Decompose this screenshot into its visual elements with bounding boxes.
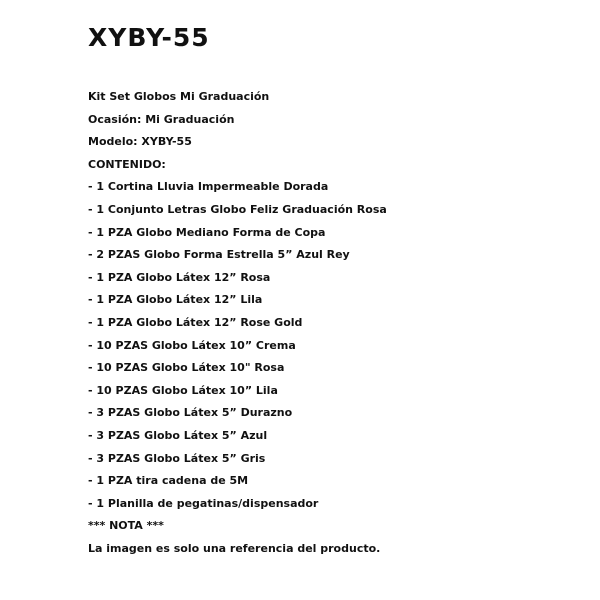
product-title: XYBY-55 — [88, 23, 210, 52]
detail-line: - 1 PZA Globo Mediano Forma de Copa — [88, 225, 326, 239]
detail-line: - 3 PZAS Globo Látex 5” Durazno — [88, 406, 293, 420]
detail-line: - 1 PZA tira cadena de 5M — [88, 474, 249, 488]
detail-line: La imagen es solo una referencia del producto. — [88, 541, 381, 555]
detail-line: Ocasión: Mi Graduación — [88, 112, 235, 126]
detail-line: - 10 PZAS Globo Látex 10" Rosa — [88, 361, 285, 375]
detail-line: Modelo: XYBY-55 — [88, 135, 192, 149]
detail-line: - 3 PZAS Globo Látex 5” Gris — [88, 451, 266, 465]
product-details — [88, 86, 600, 560]
detail-line: - 1 PZA Globo Látex 12” Lila — [88, 293, 263, 307]
detail-line: - 1 Planilla de pegatinas/dispensador — [88, 496, 319, 510]
detail-line: - 1 Conjunto Letras Globo Feliz Graduación Rosa — [88, 202, 387, 216]
detail-line: - 3 PZAS Globo Látex 5” Azul — [88, 428, 268, 442]
detail-line: - 10 PZAS Globo Látex 10” Crema — [88, 338, 296, 352]
detail-line: - 1 PZA Globo Látex 12” Rosa — [88, 270, 271, 284]
detail-line: CONTENIDO: — [88, 157, 166, 171]
detail-line: *** NOTA *** — [88, 519, 164, 533]
detail-line: - 1 PZA Globo Látex 12” Rose Gold — [88, 315, 303, 329]
detail-line: - 2 PZAS Globo Forma Estrella 5” Azul Rey — [88, 248, 350, 262]
detail-line: - 10 PZAS Globo Látex 10” Lila — [88, 383, 278, 397]
detail-line: - 1 Cortina Lluvia Impermeable Dorada — [88, 180, 329, 194]
detail-line: Kit Set Globos Mi Graduación — [88, 90, 270, 103]
